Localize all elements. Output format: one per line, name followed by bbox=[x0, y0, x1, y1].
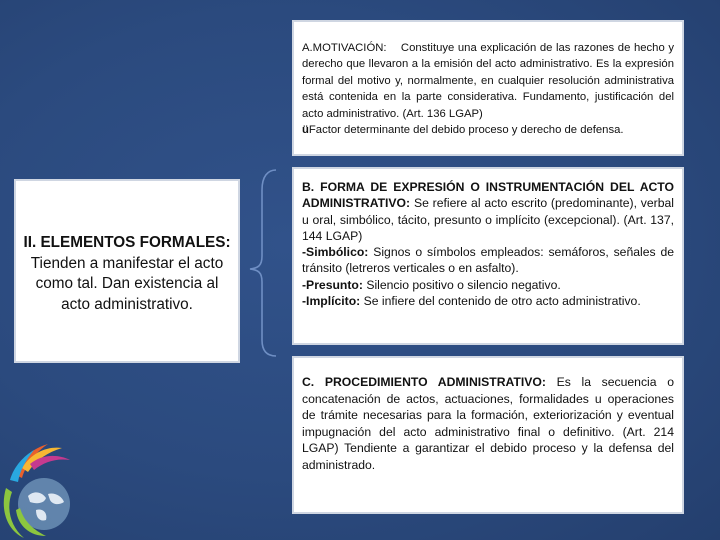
implicito-label: -Implícito: bbox=[302, 294, 361, 309]
check-mark-icon: ü bbox=[302, 124, 309, 137]
forma-expresion-box bbox=[292, 167, 684, 345]
forma-expresion-label: B. FORMA DE EXPRESIÓN O INSTRUMENTACIÓN DEL ACTO ADMINISTRATIVO: bbox=[302, 180, 674, 211]
presunto-text: Silencio positivo o silencio negativo. bbox=[366, 277, 561, 292]
implicito-line bbox=[302, 293, 674, 309]
motivacion-box bbox=[292, 20, 684, 156]
forma-expresion-text: Se refiere al acto escrito (predominante), verbal u oral, simbólico, tácito, presunto o implícito (excepcional). (Art. 137, 144 LGAP) bbox=[302, 196, 674, 243]
bracket-line bbox=[250, 170, 276, 356]
motivacion-check-text: Factor determinante del debido proceso y derecho de defensa. bbox=[308, 124, 624, 137]
procedimiento-text: Es la secuencia o concatenación de actos, actuaciones, formalidades u operaciones de trámite necesarias para la formación, exteriorización y eventual impugnación del acto administrativo final o definitivo. (Art. 214 LGAP) Tendiente a garantizar el debido proceso y la defensa del administrado. bbox=[302, 375, 675, 472]
presunto-label: -Presunto: bbox=[302, 277, 363, 292]
motivacion-check-line bbox=[302, 122, 674, 138]
elementos-formales-text: Tienden a manifestar el acto como tal. Dan existencia al acto administrativo. bbox=[30, 254, 224, 313]
implicito-text: Se infiere del contenido de otro acto administrativo. bbox=[363, 294, 641, 309]
simbolico-text: Signos o símbolos empleados: semáforos, señales de tránsito (letreros verticales o en asfalto). bbox=[302, 245, 675, 276]
presunto-line bbox=[302, 277, 674, 293]
simbolico-line bbox=[302, 244, 674, 277]
motivacion-label: A.MOTIVACIÓN: bbox=[302, 42, 387, 54]
elementos-formales-heading: II. ELEMENTOS FORMALES: bbox=[23, 234, 231, 251]
globe-logo-icon bbox=[0, 418, 80, 540]
procedimiento-label: C. PROCEDIMIENTO ADMINISTRATIVO: bbox=[302, 375, 546, 389]
simbolico-label: -Simbólico: bbox=[302, 245, 369, 260]
procedimiento-box bbox=[292, 356, 684, 514]
elementos-formales-box bbox=[14, 179, 240, 363]
motivacion-text: Constituye una explicación de las razones de hecho y derecho que llevaron a la emisión del acto administrativo. Es la expresión formal del motivo y, normalmente, en cualquier resolución administrativa está contenida en la parte considerativa. Fundamento, justificación del acto administrativo. (Art. 136 LGAP) bbox=[302, 42, 674, 120]
